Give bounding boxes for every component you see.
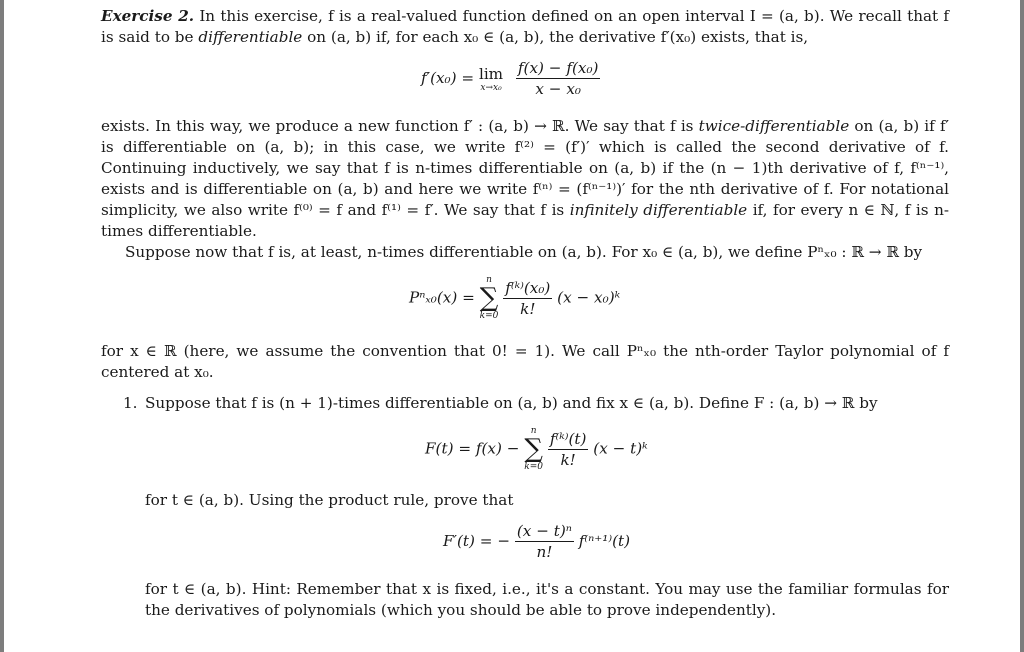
equation-taylor-polynomial (101, 267, 949, 333)
exercise-title: Exercise 2. (101, 7, 195, 25)
item1-intro: Suppose that f is (n + 1)-times differentiable on (a, b) and fix x ∈ (a, b). Define F : (a, b) → ℝ by (145, 394, 878, 412)
term-infinitely-differentiable: infinitely differentiable (569, 201, 748, 219)
intro-text-2: on (a, b) if, for each x₀ ∈ (a, b), the derivative f′(x₀) exists, that is, (307, 28, 809, 46)
eq2-lhs: Pⁿₓ₀(x) = (409, 288, 480, 307)
sigma-symbol: ∑ (479, 283, 499, 313)
eq3-sum-upper: n (530, 426, 537, 436)
term-differentiable: differentiable (198, 28, 303, 46)
eq1-fraction (516, 58, 601, 99)
eq2-sum-upper: n (486, 275, 492, 285)
eq4-lhs: F′(t) = − (443, 532, 511, 550)
exercise-document (101, 6, 949, 621)
eq1-numerator: f(x) − f(x₀) (517, 59, 599, 77)
eq3-sum (524, 426, 543, 472)
eq2-fraction (503, 278, 552, 319)
para2-text-a: exists. In this way, we produce a new function f′ : (a, b) → ℝ. We say that f is (101, 117, 694, 135)
list-item-1 (101, 393, 949, 621)
paragraph-higher-derivatives (101, 116, 949, 242)
equation-F-derivative (145, 515, 949, 575)
eq2-sum-lower: k=0 (479, 311, 499, 321)
eq3-lhs: F(t) = f(x) − (425, 439, 525, 458)
eq3-fraction (548, 429, 589, 470)
eq4-numerator: (x − t)ⁿ (516, 522, 572, 540)
intro-paragraph (101, 6, 949, 48)
para2-text-b: on (a, b) if f′ is differentiable on (a, b); in this case, we write f⁽²⁾ = (f′)′ which is called the second derivative of f. Continuing inductively, we say that f is n-times differentiable on (a, b) if the (n − 1)th derivative of f, f⁽ⁿ⁻¹⁾, exists and is differentiable on (a, b) and here we write f⁽ⁿ⁾ = (f⁽ⁿ⁻¹⁾)′ for the nth derivative of f. For notational simplicity, we also write f⁽⁰⁾ = f and f⁽¹⁾ = f′. We say that f is (101, 117, 950, 219)
eq4-denominator: n! (536, 543, 553, 561)
sigma-symbol: ∑ (524, 434, 543, 464)
equation-F-definition (145, 418, 949, 484)
eq3-numerator: f⁽ᵏ⁾(t) (549, 429, 587, 448)
item1-hint: for t ∈ (a, b). Hint: Remember that x is fixed, i.e., it's a constant. You may use the familiar formulas for the derivatives of polynomials (which you should be able to prove independently). (145, 580, 949, 619)
eq3-sum-lower: k=0 (524, 462, 544, 472)
term-twice-differentiable: twice-differentiable (698, 117, 850, 135)
eq1-lim-subscript: x→x₀ (480, 82, 502, 93)
eq1-limit (479, 65, 503, 93)
eq3-tail: (x − t)ᵏ (593, 439, 648, 458)
equation-derivative-limit (101, 52, 949, 108)
eq1-denominator: x − x₀ (535, 80, 581, 98)
eq3-denominator: k! (560, 450, 576, 469)
item1-product-rule: for t ∈ (a, b). Using the product rule, prove that (145, 491, 514, 509)
left-window-edge (0, 0, 4, 652)
eq1-lim-symbol: lim (478, 64, 504, 83)
eq2-numerator: f⁽ᵏ⁾(x₀) (505, 278, 551, 297)
eq1-lhs: f′(x₀) = (421, 69, 479, 87)
list-item-number: 1. (123, 394, 138, 412)
eq2-denominator: k! (520, 299, 536, 318)
para2-text-c: if, for every n ∈ ℕ, f is n-times differentiable. (101, 201, 950, 240)
paragraph-taylor-name: for x ∈ ℝ (here, we assume the convention that 0! = 1). We call Pⁿₓ₀ the nth-order Taylor polynomial of f centered at x₀. (101, 342, 949, 381)
right-window-edge (1020, 0, 1024, 652)
eq4-fraction (515, 521, 574, 562)
eq2-tail: (x − x₀)ᵏ (557, 288, 621, 307)
eq4-tail: f⁽ⁿ⁺¹⁾(t) (578, 532, 631, 550)
paragraph-taylor-definition: Suppose now that f is, at least, n-times differentiable on (a, b). For x₀ ∈ (a, b), we define Pⁿₓ₀ : ℝ → ℝ by (125, 243, 923, 261)
intro-text-1: In this exercise, f is a real-valued function defined on an open interval I = (a, b). We recall that f is said to be (101, 7, 949, 46)
eq2-sum (480, 275, 499, 321)
